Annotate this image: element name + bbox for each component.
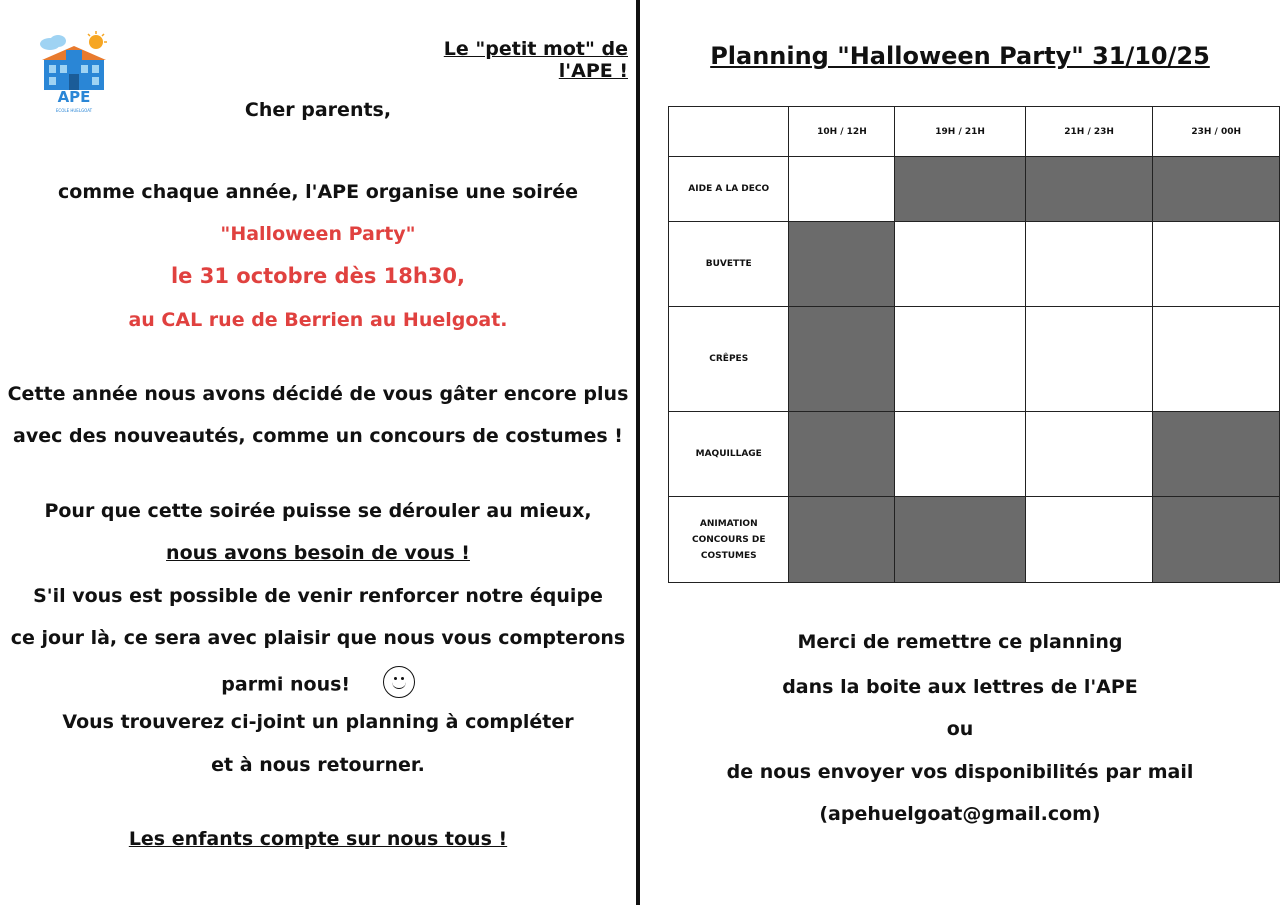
greeting: Cher parents,	[244, 99, 392, 121]
unavailable-slot-cell	[895, 497, 1026, 583]
paragraph-line: Pour que cette soirée puisse se dérouler au mieux,	[44, 500, 592, 522]
unavailable-slot-cell	[789, 307, 895, 412]
activity-label: AIDE A LA DECO	[669, 157, 789, 222]
available-slot-cell[interactable]	[895, 412, 1026, 497]
paragraph-line-wrapper	[0, 542, 636, 564]
intro-line: comme chaque année, l'APE organise une soirée	[58, 181, 578, 203]
footer-line: de nous envoyer vos disponibilités par mail	[726, 761, 1194, 783]
activity-label: BUVETTE	[669, 222, 789, 307]
unavailable-slot-cell	[1153, 157, 1280, 222]
paragraph-line: et à nous retourner.	[211, 754, 425, 776]
available-slot-cell[interactable]	[789, 157, 895, 222]
available-slot-cell[interactable]	[1025, 412, 1153, 497]
table-row	[669, 412, 1280, 497]
email-line: (apehuelgoat@gmail.com)	[819, 803, 1101, 825]
paragraph-line: avec des nouveautés, comme un concours de costumes !	[13, 425, 623, 447]
available-slot-cell[interactable]	[1025, 222, 1153, 307]
need-you-text: nous avons besoin de vous !	[166, 542, 470, 564]
closing-line-wrapper	[0, 828, 636, 850]
logo-subtext: ECOLE HUELGOAT	[55, 108, 93, 113]
available-slot-cell[interactable]	[1025, 307, 1153, 412]
unavailable-slot-cell	[789, 412, 895, 497]
paragraph-line: Vous trouverez ci-joint un planning à compléter	[62, 711, 574, 733]
footer-line: Merci de remettre ce planning	[797, 631, 1123, 653]
available-slot-cell[interactable]	[895, 307, 1026, 412]
unavailable-slot-cell	[1153, 497, 1280, 583]
unavailable-slot-cell	[789, 222, 895, 307]
planning-table	[668, 106, 1280, 583]
unavailable-slot-cell	[1153, 412, 1280, 497]
activity-label: MAQUILLAGE	[669, 412, 789, 497]
parmi-nous-text: parmi nous!	[221, 673, 351, 696]
event-place: au CAL rue de Berrien au Huelgoat.	[128, 309, 508, 331]
table-row	[669, 307, 1280, 412]
event-date: le 31 octobre dès 18h30,	[170, 264, 466, 288]
header-title: Le "petit mot" de l'APE !	[443, 38, 628, 82]
footer-line: ou	[946, 718, 974, 740]
available-slot-cell[interactable]	[1153, 222, 1280, 307]
time-slot-header: 19H / 21H	[895, 107, 1026, 157]
paragraph-line-wrapper	[0, 669, 636, 701]
logo-text: APE	[57, 88, 91, 106]
time-slot-header: 23H / 00H	[1153, 107, 1280, 157]
activity-label: ANIMATION CONCOURS DE COSTUMES	[669, 497, 789, 583]
table-corner-cell	[669, 107, 789, 157]
footer-line: dans la boite aux lettres de l'APE	[782, 676, 1138, 698]
paragraph-line: ce jour là, ce sera avec plaisir que nous vous compterons	[10, 627, 626, 649]
closing-text: Les enfants compte sur nous tous !	[128, 828, 508, 850]
table-row	[669, 497, 1280, 583]
activity-label: CRÊPES	[669, 307, 789, 412]
time-slot-header: 10H / 12H	[789, 107, 895, 157]
available-slot-cell[interactable]	[1153, 307, 1280, 412]
unavailable-slot-cell	[895, 157, 1026, 222]
planning-title: Planning "Halloween Party" 31/10/25	[710, 42, 1210, 70]
table-row	[669, 157, 1280, 222]
unavailable-slot-cell	[789, 497, 895, 583]
table-row	[669, 222, 1280, 307]
available-slot-cell[interactable]	[895, 222, 1026, 307]
paragraph-line: Cette année nous avons décidé de vous gâter encore plus	[7, 383, 629, 405]
available-slot-cell[interactable]	[1025, 497, 1153, 583]
event-name: "Halloween Party"	[220, 223, 416, 245]
smiley-icon	[383, 666, 415, 698]
unavailable-slot-cell	[1025, 157, 1153, 222]
table-header-row	[669, 107, 1280, 157]
paragraph-line: S'il vous est possible de venir renforcer notre équipe	[33, 585, 603, 607]
time-slot-header: 21H / 23H	[1025, 107, 1153, 157]
